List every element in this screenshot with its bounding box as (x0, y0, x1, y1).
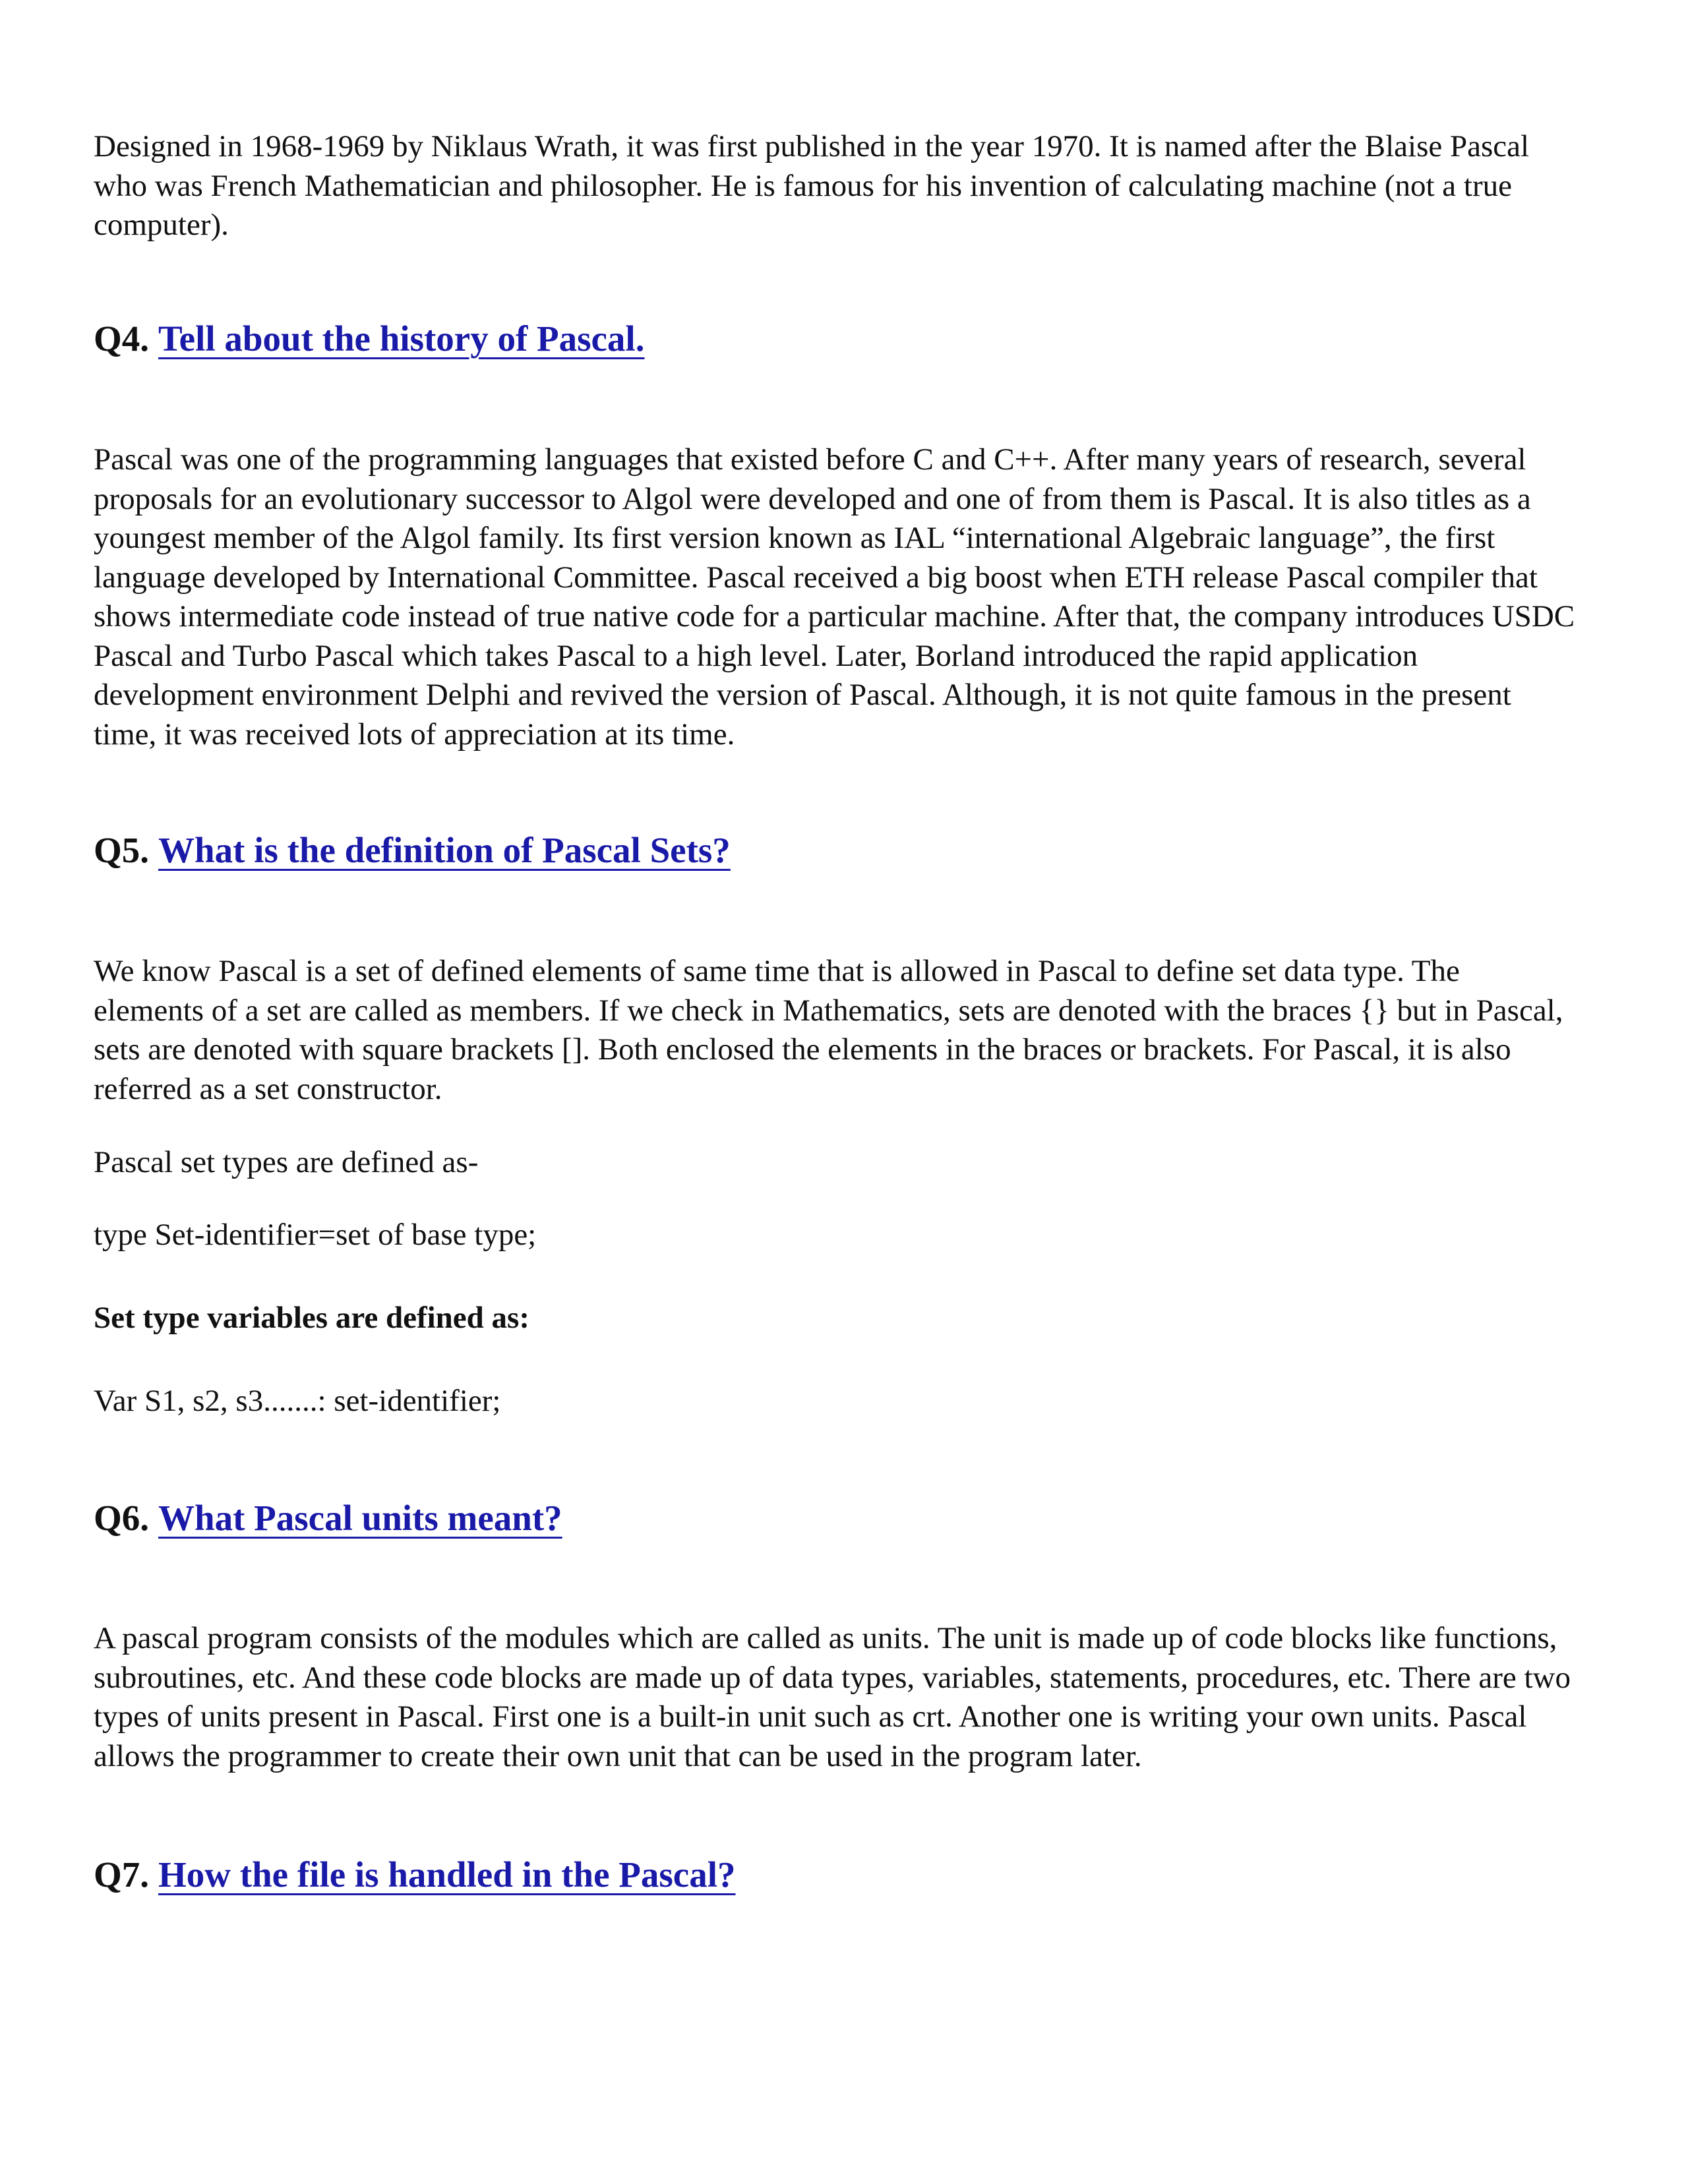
question-heading-q6 (94, 1496, 562, 1540)
question-number: Q5. (94, 830, 150, 870)
question-link-q7[interactable]: How the file is handled in the Pascal? (158, 1854, 736, 1895)
question-link-q4[interactable]: Tell about the history of Pascal. (158, 318, 645, 359)
variables-heading: Set type variables are defined as: (94, 1301, 529, 1335)
variables-code: Var S1, s2, s3.......: set-identifier; (94, 1384, 501, 1418)
intro-paragraph: Designed in 1968-1969 by Niklaus Wrath, it was first published in the year 1970. It is named after the Blaise Pascal who was French Mathematician and philosopher. He is famous for his invention of calculating machine (not a true computer). (94, 129, 1530, 242)
answer-paragraph-q6: A pascal program consists of the modules which are called as units. The unit is made up of code blocks like functions, subroutines, etc. And these code blocks are made up of data types, variables, statements, procedures, etc. There are two types of units present in Pascal. First one is a built-in unit such as crt. Another one is writing your own units. Pascal allows the programmer to create their own unit that can be used in the program later. (94, 1621, 1571, 1773)
question-link-q5[interactable]: What is the definition of Pascal Sets? (158, 830, 731, 870)
question-heading-q5 (94, 829, 731, 872)
set-types-code: type Set-identifier=set of base type; (94, 1218, 537, 1252)
question-number: Q4. (94, 318, 150, 359)
question-number: Q7. (94, 1854, 150, 1895)
question-link-q6[interactable]: What Pascal units meant? (158, 1498, 562, 1538)
answer-paragraph-q5: We know Pascal is a set of defined elements of same time that is allowed in Pascal to define set data type. The elements of a set are called as members. If we check in Mathematics, sets are denoted with the braces {} but in Pascal, sets are denoted with square brackets []. Both enclosed the elements in the braces or brackets. For Pascal, it is also referred as a set constructor. (94, 954, 1563, 1106)
question-heading-q4 (94, 317, 644, 361)
question-number: Q6. (94, 1498, 150, 1538)
set-types-intro: Pascal set types are defined as- (94, 1145, 479, 1179)
answer-paragraph-q4: Pascal was one of the programming languages that existed before C and C++. After many years of research, several proposals for an evolutionary successor to Algol were developed and one of from them is Pascal. It is also titles as a youngest member of the Algol family. Its first version known as IAL “international Algebraic language”, the first language developed by International Committee. Pascal received a big boost when ETH release Pascal compiler that shows intermediate code instead of true native code for a particular machine. After that, the company introduces USDC Pascal and Turbo Pascal which takes Pascal to a high level. Later, Borland introduced the rapid application development environment Delphi and revived the version of Pascal. Although, it is not quite famous in the present time, it was received lots of appreciation at its time. (94, 442, 1575, 752)
question-heading-q7 (94, 1853, 736, 1897)
